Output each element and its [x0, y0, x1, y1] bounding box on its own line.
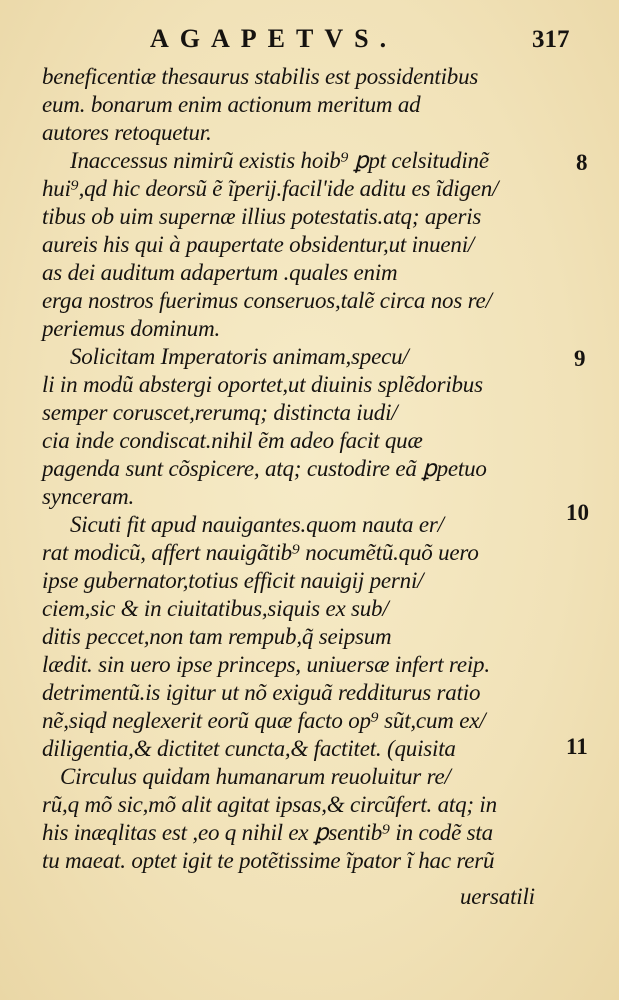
text-line: semper coruscet,rerumq; distincta iudi/: [42, 400, 398, 425]
text-line: as dei auditum adapertum .quales enim: [42, 260, 398, 285]
running-head: AGAPETVS.: [150, 24, 398, 53]
text-line: beneficentiæ thesaurus stabilis est possidentibus: [42, 64, 479, 89]
text-line: eum. bonarum enim actionum meritum ad: [42, 92, 421, 117]
text-line: Inaccessus nimirũ existis hoib⁹ ꝑpt celsitudinẽ: [70, 148, 489, 173]
text-line: periemus dominum.: [42, 316, 221, 341]
page-number: 317: [532, 26, 570, 53]
section-number: 8: [576, 150, 588, 175]
text-line: rũ,q mõ sic,mõ alit agitat ipsas,& circũfert. atq; in: [42, 792, 497, 817]
page-header: [0, 24, 619, 58]
text-line: Sicuti fit apud nauigantes.quom nauta er/: [70, 512, 444, 537]
text-line: Solicitam Imperatoris animam,specu/: [70, 344, 409, 369]
text-line: lædit. sin uero ipse princeps, uniuersæ infert reip.: [42, 652, 490, 677]
section-number: 11: [566, 734, 588, 759]
section-number: 9: [574, 346, 586, 371]
text-line: ipse gubernator,totius efficit nauigij perni/: [42, 568, 424, 593]
text-line: ditis peccet,non tam rempub,q̃ seipsum: [42, 624, 392, 649]
text-line: his inæqlitas est ,eo q nihil ex ꝑsentib⁹ in codẽ sta: [42, 820, 493, 845]
section-number: 10: [566, 500, 589, 525]
text-line: autores retoquetur.: [42, 120, 212, 145]
text-line: cia inde condiscat.nihil ẽm adeo facit quæ: [42, 428, 423, 453]
text-line: pagenda sunt cõspicere, atq; custodire eã ꝑpetuo: [42, 456, 487, 481]
text-line: nẽ,siqd neglexerit eorũ quæ facto op⁹ sũt,cum ex/: [42, 708, 486, 733]
text-line: erga nostros fuerimus conseruos,talẽ circa nos re/: [42, 288, 492, 313]
text-line: tibus ob uim supernæ illius potestatis.atq; aperis: [42, 204, 482, 229]
text-line: li in modũ abstergi oportet,ut diuinis splẽdoribus: [42, 372, 483, 397]
text-line: synceram.: [42, 484, 135, 509]
text-line: rat modicũ, affert nauigãtib⁹ nocumẽtũ.quõ uero: [42, 540, 479, 565]
text-line: hui⁹,qd hic deorsũ ẽ ĩperij.facil'ide aditu es ĩdigen/: [42, 176, 499, 201]
text-line: detrimentũ.is igitur ut nõ exiguã redditurus ratio: [42, 680, 481, 705]
catchword: uersatili: [460, 884, 535, 909]
text-line: Circulus quidam humanarum reuoluitur re/: [60, 764, 451, 789]
text-line: diligentia,& dictitet cuncta,& factitet. (quisita: [42, 736, 456, 761]
text-line: tu maeat. optet igit te potẽtissime ĩpator ĩ hac rerũ: [42, 848, 495, 873]
text-line: aureis his qui à paupertate obsidentur,ut inueni/: [42, 232, 475, 257]
text-line: ciem,sic & in ciuitatibus,siquis ex sub/: [42, 596, 389, 621]
